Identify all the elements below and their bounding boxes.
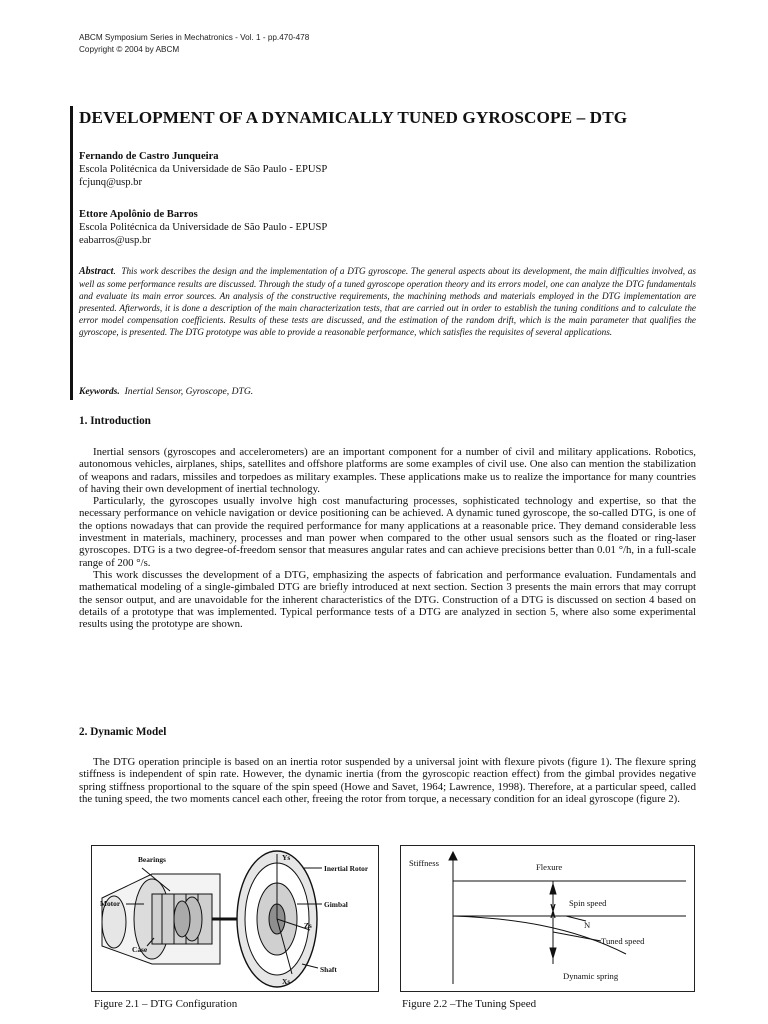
paragraph: Particularly, the gyroscopes usually involve high cost manufacturing processes, sophisticated technology and expertise, so that the necessary performance on vehicle navigation or device positioning can be achieved. A dynamic tuned gyroscope, the so-called DTG, is one of the options nowadays that can provide the required performance for many applications at a reasonable price. They demand considerable less investment in materials, machinery, processes and man power when compared to the other usual sensors such as the floated or ring-laser gyroscopes. DTG is a two degree-of-freedom sensor that measures angular rates and can achieve precisions better than 0.01 °/h, in a full-scale range of 200 °/s. <box>79 495 696 569</box>
label-spin-speed: Spin speed <box>569 898 607 908</box>
figure-2-caption: Figure 2.2 –The Tuning Speed <box>402 998 537 1010</box>
journal-header: ABCM Symposium Series in Mechatronics - Vol. 1 - pp.470-478 <box>79 33 310 42</box>
author-email: eabarros@usp.br <box>79 235 151 247</box>
label-inertial-rotor: Inertial Rotor <box>324 864 369 873</box>
label-dynamic-spring: Dynamic spring <box>563 971 619 981</box>
paragraph: Inertial sensors (gyroscopes and accelerometers) are an important component for a number of civil and military applications. Robotics, autonomous vehicles, airplanes, ships, satellites and offshore platforms are some examples of civil use. One also can mention the stabilization of weapons and radars, missiles and torpedoes as military examples. These applications make us to realize the importance for many countries of having their own development of inertial technology. <box>79 446 696 495</box>
keywords-label: Keywords. <box>79 386 120 397</box>
keywords-text: Inertial Sensor, Gyroscope, DTG. <box>124 386 254 397</box>
label-shaft: Shaft <box>320 965 337 974</box>
label-flexure: Flexure <box>536 862 563 872</box>
label-zs: Zs <box>304 921 312 930</box>
author-block-2 <box>79 208 327 248</box>
label-motor: Motor <box>100 899 121 908</box>
label-xs: Xs <box>282 977 291 986</box>
dynamic-model-body <box>79 756 696 805</box>
section-heading-dynamic-model: 2. Dynamic Model <box>79 726 167 738</box>
abstract-text: This work describes the design and the implementation of a DTG gyroscope. The general aspects about its development, the main difficulties involved, as well as some performance results are discussed. Through the study of a tuned gyroscope operation theory and its errors model, one can analyze the DTG fundamentals and evaluate its main error sources. An analysis of the constructive requirements, the machining methods and materials employed in the DTG implementation are presented. Afterwords, it is done a description of the main characterization tests, that are carried out in order to establish the tuning conditions and to calculate the error model compensation coefficients. Results of these tests are discussed, and the estimation of the random drift, which is the main parameter that qualifies the gyroscope, is presented. The DTG prototype was able to provide a reasonable performance, which satisfies the requisites of several applications. <box>79 266 696 338</box>
author-name: Fernando de Castro Junqueira <box>79 151 219 162</box>
author-name: Ettore Apolônio de Barros <box>79 209 198 220</box>
label-ys: Ys <box>282 853 291 862</box>
label-n: N <box>584 920 591 930</box>
section-heading-introduction: 1. Introduction <box>79 415 151 427</box>
author-affiliation: Escola Politécnica da Universidade de São Paulo - EPUSP <box>79 222 328 234</box>
author-block-1 <box>79 150 327 190</box>
dtg-illustration <box>92 846 378 991</box>
introduction-body <box>79 446 696 630</box>
paragraph: This work discusses the development of a DTG, emphasizing the aspects of fabrication and performance evaluation. Fundamentals and mathematical modeling of a single-gimbaled DTG are briefly introduced at next section. Section 3 presents the main errors that may corrupt the sensor output, and are unavoidable for the inherent characteristics of the DTG. Construction of a DTG is discussed on section 4 based on details of a prototype that was implemented. Typical performance tests of a DTG are analyzed in section 5, where also some experimental results using the prototype are shown. <box>79 568 696 631</box>
abstract-label: Abstract <box>79 266 114 277</box>
label-bearings: Bearings <box>138 855 166 864</box>
figure-dtg-configuration <box>91 845 379 992</box>
copyright-line: Copyright © 2004 by ABCM <box>79 45 180 54</box>
figure-1-caption: Figure 2.1 – DTG Configuration <box>94 998 238 1010</box>
paragraph: The DTG operation principle is based on an inertia rotor suspended by a universal joint with flexure pivots (figure 1). The flexure spring stiffness is independent of spin rate. However, the dynamic inertia (from the gyroscopic reaction effect) from the gimbal provides negative spring stiffness proportional to the square of the spin speed (Howe and Savet, 1964; Lawrence, 1998). Therefore, at a particular speed, called the tuning speed, the two moments cancel each other, freeing the rotor from torque, a necessary condition for an ideal gyroscope (figure 2). <box>79 756 696 805</box>
title-rule <box>70 106 73 400</box>
abstract: Abstract. This work describes the design and the implementation of a DTG gyroscope. The general aspects about its development, the main difficulties involved, as well as some performance results are discussed. Through the study of a tuned gyroscope operation theory and its errors model, one can analyze the DTG fundamentals and evaluate its main error sources. An analysis of the constructive requirements, the machining methods and materials employed in the DTG implementation are presented. Afterwords, it is done a description of the main characterization tests, that are carried out in order to establish the tuning conditions and to calculate the error model compensation coefficients. Results of these tests are discussed, and the estimation of the random drift, which is the main parameter that qualifies the gyroscope, is presented. The DTG prototype was able to provide a reasonable performance, which satisfies the requisites of several applications. <box>79 266 696 338</box>
figure-tuning-speed <box>400 845 695 992</box>
author-email: fcjunq@usp.br <box>79 177 143 189</box>
paper-title: DEVELOPMENT OF A DYNAMICALLY TUNED GYROSCOPE – DTG <box>79 108 628 127</box>
label-case: Case <box>132 945 148 954</box>
keywords <box>79 386 253 397</box>
label-tuned-speed: Tuned speed <box>601 936 645 946</box>
tuning-speed-diagram <box>401 846 694 991</box>
label-gimbal: Gimbal <box>324 900 348 909</box>
author-affiliation: Escola Politécnica da Universidade de São Paulo - EPUSP <box>79 164 328 176</box>
label-stiffness: Stiffness <box>409 858 439 868</box>
